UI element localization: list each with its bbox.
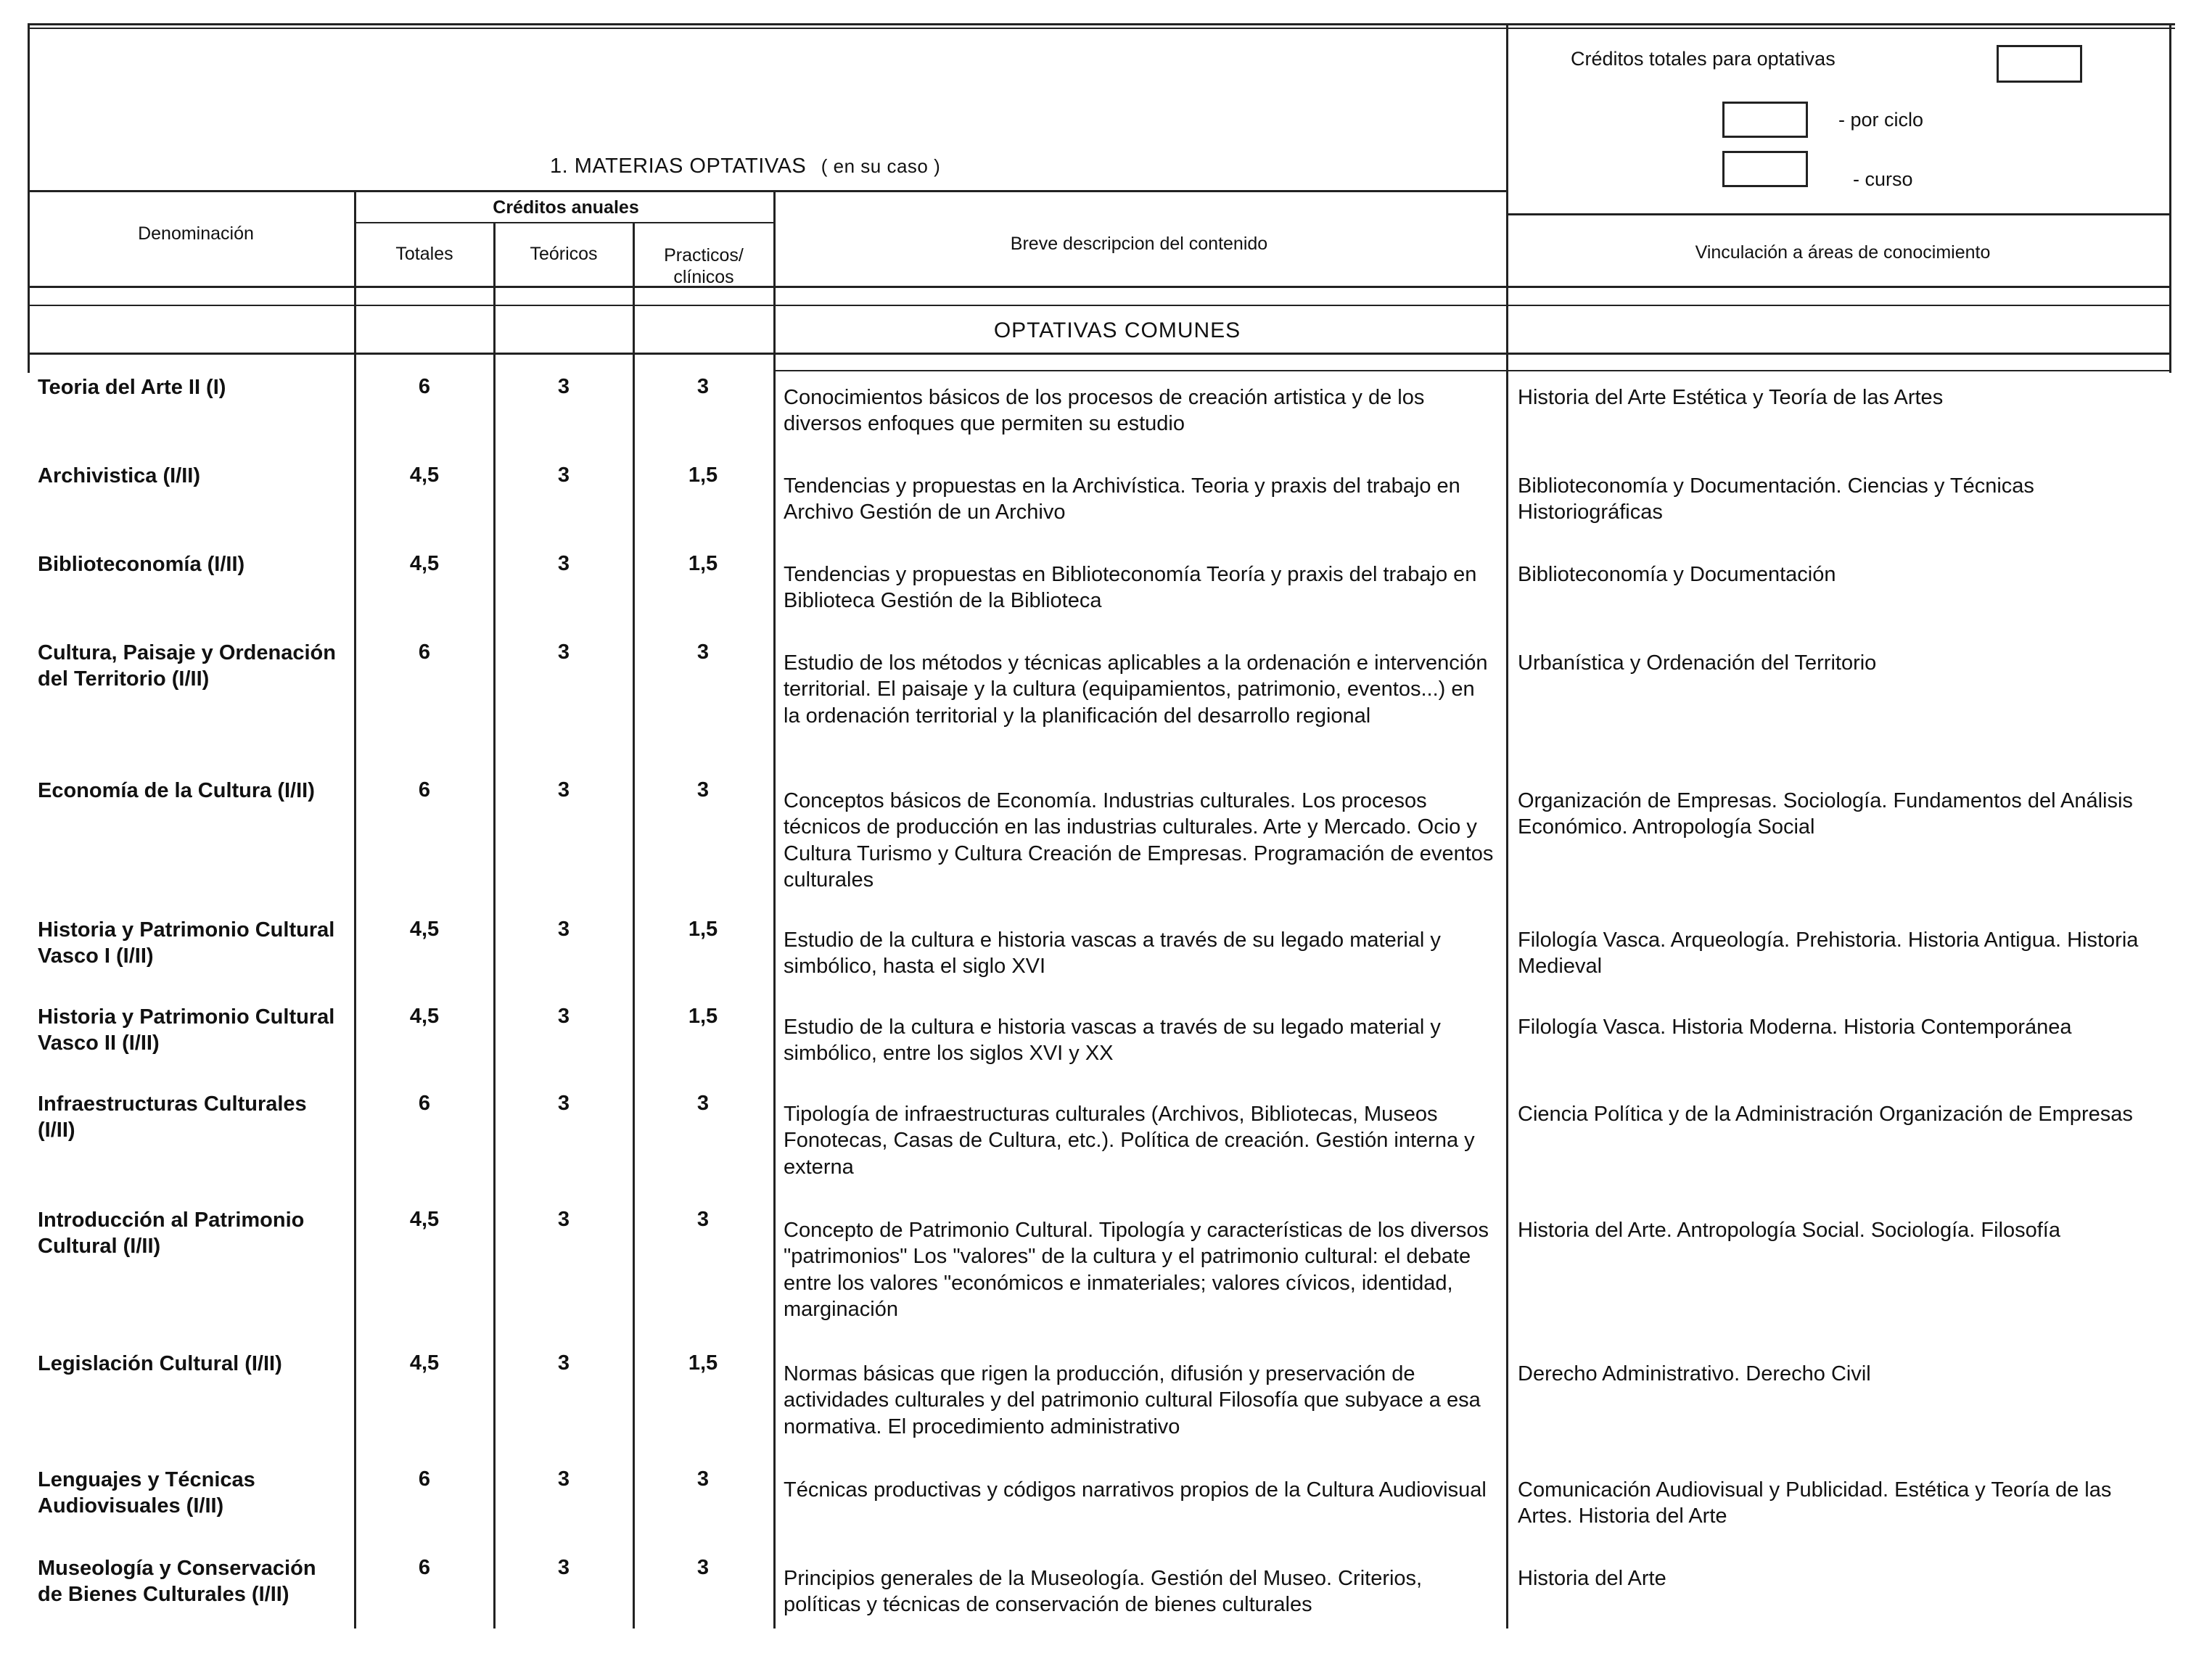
col-divider-vinculacion xyxy=(1506,23,1508,1628)
row-description: Principios generales de la Museología. Gestión del Museo. Criterios, políticas y técnicas de conservación de bienes culturales xyxy=(784,1567,1423,1617)
row-name: Lenguajes y Técnicas Audiovisuales (I/II) xyxy=(38,1468,255,1518)
table-title xyxy=(550,154,940,178)
right-border xyxy=(2169,23,2171,373)
row-totales: 6 xyxy=(418,641,431,664)
row-teoricos: 3 xyxy=(557,1092,570,1115)
row-practicos: 1,5 xyxy=(688,1351,718,1375)
row-teoricos: 3 xyxy=(557,1005,570,1028)
row-area: Organización de Empresas. Sociología. Fundamentos del Análisis Económico. Antropología Social xyxy=(1518,789,2133,839)
row-description: Técnicas productivas y códigos narrativos propios de la Cultura Audiovisual xyxy=(784,1478,1487,1502)
row-teoricos: 3 xyxy=(557,918,570,941)
row-teoricos: 3 xyxy=(557,552,570,575)
row-name: Introducción al Patrimonio Cultural (I/II) xyxy=(38,1208,305,1259)
row-area: Urbanística y Ordenación del Territorio xyxy=(1518,651,1877,675)
row-name: Archivistica (I/II) xyxy=(38,464,201,487)
row-name: Museología y Conservación de Bienes Culturales (I/II) xyxy=(38,1557,316,1607)
credits-course-box xyxy=(1722,151,1808,187)
header-rule-1b xyxy=(1508,213,2171,215)
col-header-teoricos: Teóricos xyxy=(530,244,598,264)
row-teoricos: 3 xyxy=(557,778,570,802)
row-description: Estudio de la cultura e historia vascas a través de su legado material y simbólico, entre los siglos XVI y XX xyxy=(784,1016,1441,1066)
table-title-main: 1. MATERIAS OPTATIVAS xyxy=(550,155,807,178)
credits-total-label: Créditos totales para optativas xyxy=(1571,48,1836,70)
row-practicos: 1,5 xyxy=(688,464,718,487)
col-divider-descripcion xyxy=(773,190,776,1628)
row-name: Teoria del Arte II (I) xyxy=(38,376,226,399)
row-description: Tipología de infraestructuras culturales (Archivos, Bibliotecas, Museos Fonotecas, Casas de Cultura, etc.). Política de creación. Gestión interna y externa xyxy=(784,1103,1475,1179)
row-totales: 6 xyxy=(418,1092,431,1115)
row-description: Conceptos básicos de Economía. Industrias culturales. Los procesos técnicos de producción en las industrias culturales. Arte y Mercado. Ocio y Cultura Turismo y Cultura Creación de Empresas. Programación de eventos culturales xyxy=(784,789,1494,892)
row-practicos: 3 xyxy=(696,375,710,398)
header-rule-3 xyxy=(28,305,2171,306)
row-teoricos: 3 xyxy=(557,1351,570,1375)
top-border-inner xyxy=(28,28,2175,29)
row-name: Biblioteconomía (I/II) xyxy=(38,553,245,576)
row-name: Historia y Patrimonio Cultural Vasco II (I/II) xyxy=(38,1005,335,1055)
row-totales: 6 xyxy=(418,375,431,398)
row-practicos: 3 xyxy=(696,1092,710,1115)
creditos-subrule xyxy=(355,222,774,223)
header-rule-1 xyxy=(28,190,1508,192)
row-teoricos: 3 xyxy=(557,641,570,664)
row-practicos: 1,5 xyxy=(688,552,718,575)
row-area: Historia del Arte xyxy=(1518,1567,1666,1590)
col-header-practicos: Practicos/ clínicos xyxy=(664,245,744,287)
table-title-suffix: ( en su caso ) xyxy=(821,155,941,177)
top-border xyxy=(28,23,2175,25)
header-rule-2 xyxy=(28,286,2171,288)
credits-total-box xyxy=(1997,45,2082,83)
row-area: Historia del Arte. Antropología Social. Sociología. Filosofía xyxy=(1518,1219,2060,1242)
row-teoricos: 3 xyxy=(557,1467,570,1491)
per-cycle-label: - por ciclo xyxy=(1838,109,1924,131)
row-description: Concepto de Patrimonio Cultural. Tipología y características de los diversos "patrimonios" Los "valores" de la cultura y el patrimonio cultural: el debate entre los valores "económicos e inmateriales; valores cívicos, identidad, marginación xyxy=(784,1219,1489,1321)
col-header-denominacion: Denominación xyxy=(138,223,254,244)
row-totales: 4,5 xyxy=(409,464,440,487)
header-rule-4 xyxy=(28,353,2171,355)
row-area: Biblioteconomía y Documentación. Ciencias y Técnicas Historiográficas xyxy=(1518,474,2034,524)
row-description: Estudio de la cultura e historia vascas a través de su legado material y simbólico, hasta el siglo XVI xyxy=(784,928,1441,979)
row-description: Tendencias y propuestas en la Archivística. Teoria y praxis del trabajo en Archivo Gestión de un Archivo xyxy=(784,474,1460,524)
row-practicos: 3 xyxy=(696,641,710,664)
credits-cycle-box xyxy=(1722,102,1808,138)
row-totales: 6 xyxy=(418,1556,431,1579)
row-practicos: 3 xyxy=(696,1467,710,1491)
col-header-totales: Totales xyxy=(395,244,453,264)
row-practicos: 1,5 xyxy=(688,1005,718,1028)
row-totales: 6 xyxy=(418,1467,431,1491)
row-description: Conocimientos básicos de los procesos de creación artistica y de los diversos enfoques que permiten su estudio xyxy=(784,386,1425,436)
row-area: Filología Vasca. Arqueología. Prehistoria. Historia Antigua. Historia Medieval xyxy=(1518,928,2139,979)
row-teoricos: 3 xyxy=(557,375,570,398)
left-border xyxy=(28,23,30,373)
row-name: Legislación Cultural (I/II) xyxy=(38,1352,282,1375)
per-course-label: - curso xyxy=(1853,168,1913,190)
row-description: Estudio de los métodos y técnicas aplicables a la ordenación e intervención territorial. El paisaje y la cultura (equipamientos, patrimonio, eventos...) en la ordenación territorial y la planificación del desarrollo regional xyxy=(784,651,1488,728)
row-area: Comunicación Audiovisual y Publicidad. Estética y Teoría de las Artes. Historia del Arte xyxy=(1518,1478,2112,1528)
row-description: Tendencias y propuestas en Biblioteconomía Teoría y praxis del trabajo en Biblioteca Gestión de la Biblioteca xyxy=(784,563,1477,613)
col-header-descripcion: Breve descripcion del contenido xyxy=(1010,234,1268,254)
col-header-vinculacion: Vinculación a áreas de conocimiento xyxy=(1695,242,1991,263)
row-name: Cultura, Paisaje y Ordenación del Territorio (I/II) xyxy=(38,641,336,691)
row-teoricos: 3 xyxy=(557,1208,570,1231)
row-name: Historia y Patrimonio Cultural Vasco I (I/II) xyxy=(38,918,335,968)
row-name: Infraestructuras Culturales (I/II) xyxy=(38,1092,307,1142)
row-area: Biblioteconomía y Documentación xyxy=(1518,563,1836,586)
row-description: Normas básicas que rigen la producción, difusión y preservación de actividades culturales y del patrimonio cultural Filosofía que subyace a esa normativa. El procedimiento administrativo xyxy=(784,1362,1481,1438)
col-divider-totales xyxy=(354,190,356,1628)
row-totales: 6 xyxy=(418,778,431,802)
section-label: OPTATIVAS COMUNES xyxy=(993,318,1241,342)
col-divider-practicos xyxy=(633,222,635,1628)
row-totales: 4,5 xyxy=(409,552,440,575)
row-totales: 4,5 xyxy=(409,1005,440,1028)
row-practicos: 3 xyxy=(696,778,710,802)
row-totales: 4,5 xyxy=(409,1351,440,1375)
row-practicos: 3 xyxy=(696,1208,710,1231)
row-totales: 4,5 xyxy=(409,918,440,941)
row-practicos: 3 xyxy=(696,1556,710,1579)
col-divider-teoricos xyxy=(493,222,496,1628)
row-area: Historia del Arte Estética y Teoría de las Artes xyxy=(1518,386,1944,409)
row-totales: 4,5 xyxy=(409,1208,440,1231)
row-teoricos: 3 xyxy=(557,1556,570,1579)
row-teoricos: 3 xyxy=(557,464,570,487)
row-name: Economía de la Cultura (I/II) xyxy=(38,779,315,802)
col-header-creditos-anuales: Créditos anuales xyxy=(493,197,639,218)
row-practicos: 1,5 xyxy=(688,918,718,941)
header-rule-5 xyxy=(775,370,2171,371)
row-area: Derecho Administrativo. Derecho Civil xyxy=(1518,1362,1871,1385)
row-area: Filología Vasca. Historia Moderna. Historia Contemporánea xyxy=(1518,1016,2072,1039)
row-area: Ciencia Política y de la Administración Organización de Empresas xyxy=(1518,1103,2133,1126)
